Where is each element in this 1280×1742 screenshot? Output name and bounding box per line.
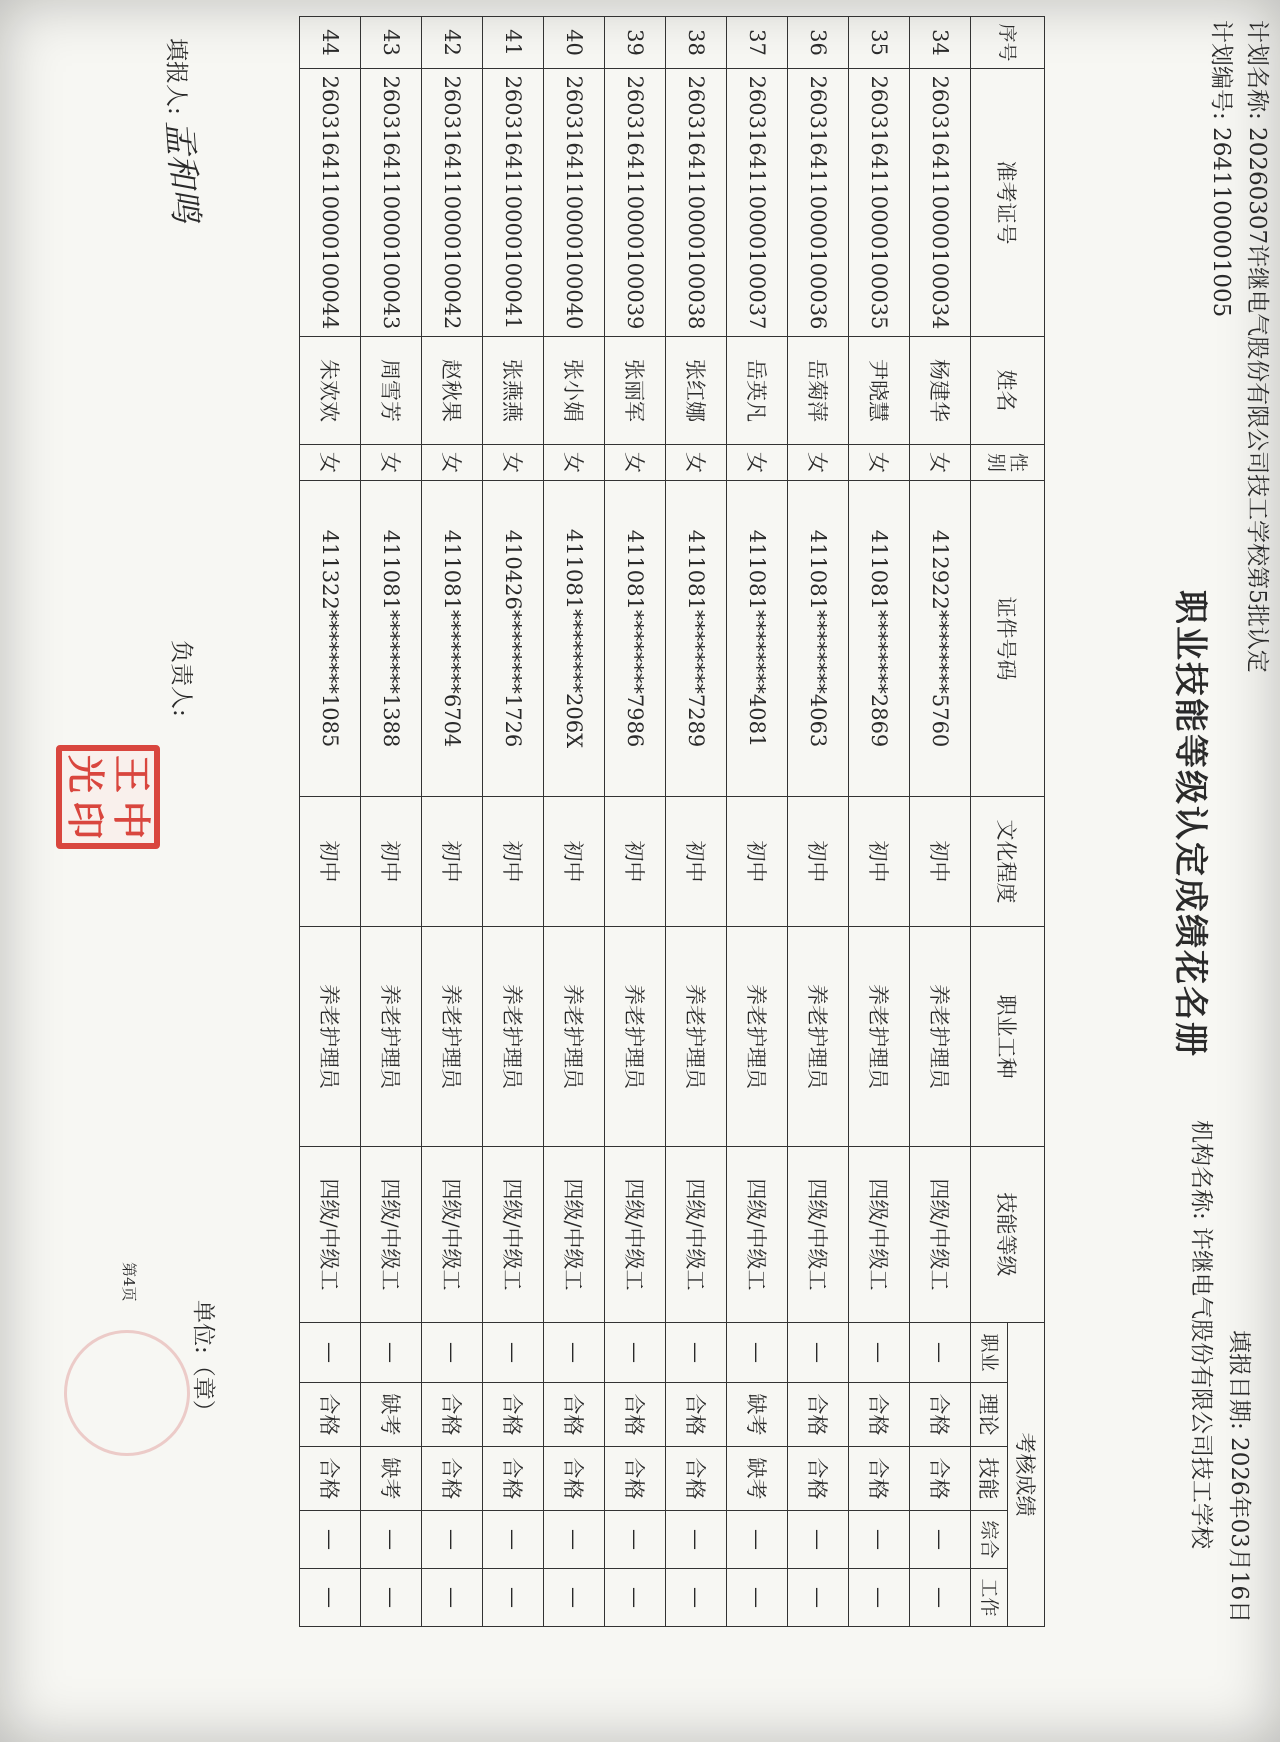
cell-profession: —: [727, 1323, 788, 1383]
header-level: 技能等级: [971, 1147, 1045, 1323]
header-scores: 考核成绩: [1008, 1323, 1045, 1627]
cell-theory: 合格: [910, 1383, 971, 1447]
cell-skill: 合格: [422, 1447, 483, 1511]
cell-ticket: 2603164110000100036: [788, 69, 849, 337]
cell-edu: 初中: [361, 797, 422, 927]
cell-work: —: [544, 1569, 605, 1627]
cell-edu: 初中: [300, 797, 361, 927]
cell-gender: 女: [910, 445, 971, 481]
cell-edu: 初中: [849, 797, 910, 927]
faded-official-stamp: [64, 1330, 190, 1456]
cell-name: 张小娟: [544, 337, 605, 445]
cell-ticket: 2603164110000100044: [300, 69, 361, 337]
cell-ticket: 2603164110000100041: [483, 69, 544, 337]
cell-level: 四级/中级工: [727, 1147, 788, 1323]
cell-profession: —: [300, 1323, 361, 1383]
header-name: 姓名: [971, 337, 1045, 445]
org-name: 机构名称: 许继电气股份有限公司技工学校: [1188, 1120, 1214, 1550]
seal-char: 光: [63, 754, 107, 793]
cell-name: 周雪芳: [361, 337, 422, 445]
cell-profession: —: [544, 1323, 605, 1383]
cell-id: 411081********1388: [361, 481, 422, 797]
cell-skill: 合格: [605, 1447, 666, 1511]
header-ticket: 准考证号: [971, 69, 1045, 337]
cell-job: 养老护理员: [788, 927, 849, 1147]
cell-seq: 34: [910, 17, 971, 69]
cell-level: 四级/中级工: [849, 1147, 910, 1323]
cell-theory: 合格: [788, 1383, 849, 1447]
cell-seq: 41: [483, 17, 544, 69]
plan-code: 计划编号: 2641100001005: [1208, 20, 1234, 318]
cell-general: —: [544, 1511, 605, 1569]
cell-profession: —: [788, 1323, 849, 1383]
cell-seq: 42: [422, 17, 483, 69]
cell-name: 岳菊萍: [788, 337, 849, 445]
cell-job: 养老护理员: [727, 927, 788, 1147]
cell-work: —: [300, 1569, 361, 1627]
cell-seq: 39: [605, 17, 666, 69]
cell-profession: —: [666, 1323, 727, 1383]
cell-general: —: [910, 1511, 971, 1569]
table-row: [544, 17, 605, 1627]
cell-job: 养老护理员: [605, 927, 666, 1147]
cell-work: —: [361, 1569, 422, 1627]
page-title: 职业技能等级认定成绩花名册: [1170, 590, 1210, 1058]
cell-general: —: [605, 1511, 666, 1569]
cell-seq: 40: [544, 17, 605, 69]
cell-id: 411081********6704: [422, 481, 483, 797]
cell-work: —: [483, 1569, 544, 1627]
cell-job: 养老护理员: [483, 927, 544, 1147]
cell-level: 四级/中级工: [422, 1147, 483, 1323]
cell-skill: 合格: [544, 1447, 605, 1511]
cell-edu: 初中: [605, 797, 666, 927]
cell-gender: 女: [788, 445, 849, 481]
cell-seq: 36: [788, 17, 849, 69]
score-roster-table: [299, 16, 1045, 1627]
cell-job: 养老护理员: [422, 927, 483, 1147]
cell-id: 412922********5760: [910, 481, 971, 797]
cell-name: 张燕燕: [483, 337, 544, 445]
cell-gender: 女: [605, 445, 666, 481]
cell-ticket: 2603164110000100043: [361, 69, 422, 337]
table-row: [727, 17, 788, 1627]
header-seq: 序号: [971, 17, 1045, 69]
cell-id: 411081********4081: [727, 481, 788, 797]
cell-gender: 女: [727, 445, 788, 481]
filler-signature: 孟和鸣: [158, 118, 206, 224]
cell-skill: 合格: [666, 1447, 727, 1511]
cell-name: 赵秋果: [422, 337, 483, 445]
cell-id: 411081********4063: [788, 481, 849, 797]
table-row: [849, 17, 910, 1627]
cell-edu: 初中: [788, 797, 849, 927]
cell-skill: 合格: [910, 1447, 971, 1511]
plan-name: 计划名称: 20260307许继电气股份有限公司技工学校第5批认定: [1244, 20, 1270, 673]
cell-profession: —: [605, 1323, 666, 1383]
cell-profession: —: [483, 1323, 544, 1383]
table-row: [788, 17, 849, 1627]
cell-gender: 女: [849, 445, 910, 481]
cell-name: 尹晓慧: [849, 337, 910, 445]
cell-edu: 初中: [727, 797, 788, 927]
cell-general: —: [483, 1511, 544, 1569]
cell-theory: 缺考: [361, 1383, 422, 1447]
cell-gender: 女: [422, 445, 483, 481]
cell-theory: 合格: [544, 1383, 605, 1447]
cell-name: 张红娜: [666, 337, 727, 445]
cell-ticket: 2603164110000100035: [849, 69, 910, 337]
cell-skill: 合格: [483, 1447, 544, 1511]
cell-profession: —: [361, 1323, 422, 1383]
cell-general: —: [300, 1511, 361, 1569]
cell-seq: 44: [300, 17, 361, 69]
table-row: [605, 17, 666, 1627]
cell-theory: 合格: [483, 1383, 544, 1447]
table-row: [910, 17, 971, 1627]
cell-job: 养老护理员: [361, 927, 422, 1147]
fill-date: 填报日期: 2026年03月16日: [1226, 1330, 1252, 1624]
cell-skill: 合格: [788, 1447, 849, 1511]
cell-general: —: [788, 1511, 849, 1569]
cell-theory: 合格: [666, 1383, 727, 1447]
seal-char: 印: [63, 800, 107, 839]
cell-ticket: 2603164110000100034: [910, 69, 971, 337]
cell-seq: 38: [666, 17, 727, 69]
table-row: [422, 17, 483, 1627]
cell-theory: 合格: [422, 1383, 483, 1447]
cell-job: 养老护理员: [849, 927, 910, 1147]
cell-profession: —: [849, 1323, 910, 1383]
cell-id: 411322********1085: [300, 481, 361, 797]
cell-general: —: [361, 1511, 422, 1569]
cell-general: —: [666, 1511, 727, 1569]
cell-work: —: [788, 1569, 849, 1627]
cell-name: 朱欢欢: [300, 337, 361, 445]
cell-edu: 初中: [666, 797, 727, 927]
header-edu: 文化程度: [971, 797, 1045, 927]
page-number: 第4页: [120, 1262, 138, 1302]
cell-ticket: 2603164110000100040: [544, 69, 605, 337]
header-score-skill: 技能: [971, 1447, 1008, 1511]
cell-work: —: [422, 1569, 483, 1627]
cell-gender: 女: [483, 445, 544, 481]
cell-job: 养老护理员: [910, 927, 971, 1147]
cell-work: —: [727, 1569, 788, 1627]
cell-work: —: [605, 1569, 666, 1627]
cell-level: 四级/中级工: [666, 1147, 727, 1323]
cell-name: 张丽军: [605, 337, 666, 445]
cell-theory: 合格: [849, 1383, 910, 1447]
unit-seal-label: 单位:（章）: [190, 1300, 216, 1423]
name-seal-stamp: [56, 745, 160, 849]
cell-level: 四级/中级工: [788, 1147, 849, 1323]
cell-id: 411081********7986: [605, 481, 666, 797]
header-score-work: 工作: [971, 1569, 1008, 1627]
cell-profession: —: [910, 1323, 971, 1383]
cell-theory: 缺考: [727, 1383, 788, 1447]
cell-skill: 合格: [849, 1447, 910, 1511]
cell-level: 四级/中级工: [910, 1147, 971, 1323]
cell-gender: 女: [666, 445, 727, 481]
cell-job: 养老护理员: [300, 927, 361, 1147]
seal-char: 中: [109, 800, 153, 839]
cell-seq: 43: [361, 17, 422, 69]
cell-work: —: [910, 1569, 971, 1627]
cell-gender: 女: [300, 445, 361, 481]
cell-seq: 35: [849, 17, 910, 69]
cell-profession: —: [422, 1323, 483, 1383]
cell-level: 四级/中级工: [605, 1147, 666, 1323]
header-job: 职业工种: [971, 927, 1045, 1147]
cell-ticket: 2603164110000100037: [727, 69, 788, 337]
cell-general: —: [849, 1511, 910, 1569]
cell-ticket: 2603164110000100038: [666, 69, 727, 337]
cell-edu: 初中: [422, 797, 483, 927]
cell-work: —: [666, 1569, 727, 1627]
seal-char: 王: [109, 754, 153, 793]
table-row: [361, 17, 422, 1627]
header-score-general: 综合: [971, 1511, 1008, 1569]
cell-skill: 缺考: [361, 1447, 422, 1511]
cell-id: 411081********2869: [849, 481, 910, 797]
cell-name: 杨建华: [910, 337, 971, 445]
cell-name: 岳英凡: [727, 337, 788, 445]
cell-level: 四级/中级工: [361, 1147, 422, 1323]
header-gender: 性别: [971, 445, 1045, 481]
cell-ticket: 2603164110000100039: [605, 69, 666, 337]
cell-work: —: [849, 1569, 910, 1627]
header-id: 证件号码: [971, 481, 1045, 797]
table-row: [300, 17, 361, 1627]
cell-general: —: [422, 1511, 483, 1569]
cell-id: 411081********7289: [666, 481, 727, 797]
cell-gender: 女: [361, 445, 422, 481]
cell-level: 四级/中级工: [300, 1147, 361, 1323]
cell-job: 养老护理员: [666, 927, 727, 1147]
cell-level: 四级/中级工: [544, 1147, 605, 1323]
cell-theory: 合格: [300, 1383, 361, 1447]
cell-level: 四级/中级工: [483, 1147, 544, 1323]
cell-id: 410426********1726: [483, 481, 544, 797]
cell-skill: 合格: [300, 1447, 361, 1511]
cell-gender: 女: [544, 445, 605, 481]
cell-id: 411081********206X: [544, 481, 605, 797]
table-row: [483, 17, 544, 1627]
cell-edu: 初中: [910, 797, 971, 927]
header-score-profession: 职业: [971, 1323, 1008, 1383]
table-row: [666, 17, 727, 1627]
cell-ticket: 2603164110000100042: [422, 69, 483, 337]
filler-label: 填报人:: [163, 38, 189, 115]
cell-edu: 初中: [544, 797, 605, 927]
header-score-theory: 理论: [971, 1383, 1008, 1447]
cell-general: —: [727, 1511, 788, 1569]
cell-edu: 初中: [483, 797, 544, 927]
cell-seq: 37: [727, 17, 788, 69]
cell-skill: 缺考: [727, 1447, 788, 1511]
cell-job: 养老护理员: [544, 927, 605, 1147]
cell-theory: 合格: [605, 1383, 666, 1447]
responsible-label: 负责人:: [168, 640, 194, 717]
